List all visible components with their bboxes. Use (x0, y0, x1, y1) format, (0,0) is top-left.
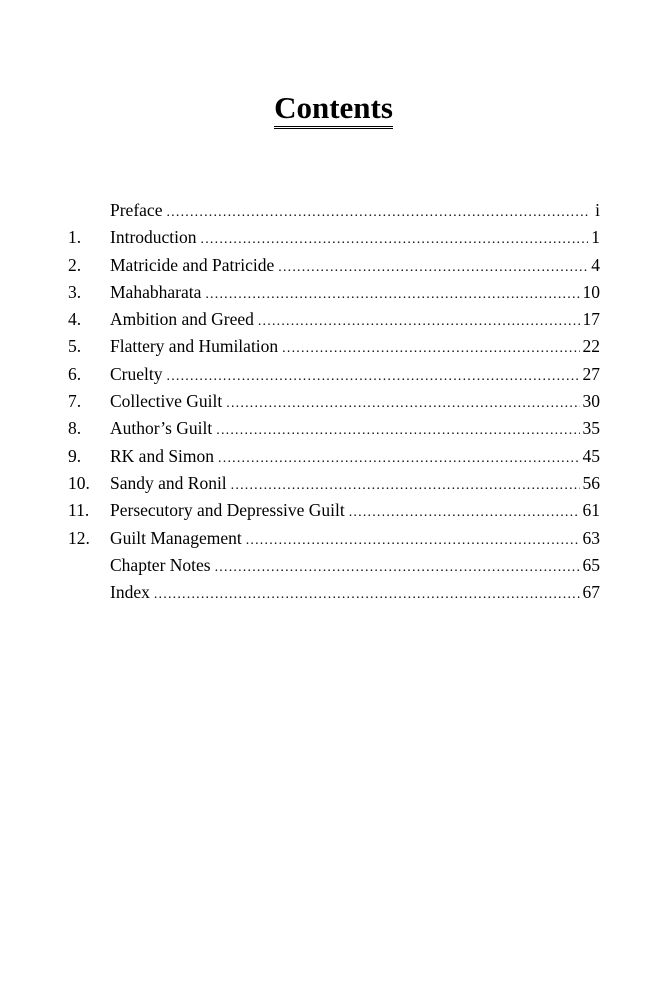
toc-entry[interactable] (68, 197, 600, 224)
toc-entry-number: 5. (68, 336, 82, 357)
toc-entry-number: 12. (68, 527, 90, 548)
dot-leader (216, 417, 579, 444)
toc-entry-page: 61 (582, 500, 600, 521)
table-of-contents (68, 197, 600, 606)
dot-leader (349, 499, 580, 526)
toc-entry-title: Matricide and Patricide (110, 252, 278, 279)
page-title (0, 88, 667, 129)
toc-entry-title: Collective Guilt (110, 388, 226, 415)
toc-entry-title: Mahabharata (110, 279, 205, 306)
toc-entry-number: 1. (68, 227, 82, 248)
dot-leader (226, 390, 579, 417)
toc-entry[interactable] (68, 552, 600, 579)
toc-entry[interactable] (68, 525, 600, 552)
toc-entry[interactable] (68, 497, 600, 524)
toc-entry-page: 10 (582, 281, 600, 302)
toc-entry[interactable] (68, 579, 600, 606)
toc-entry-title: Preface (110, 197, 166, 224)
toc-entry-page: 56 (582, 472, 600, 493)
toc-entry-number: 6. (68, 363, 82, 384)
toc-entry-page: 17 (582, 309, 600, 330)
toc-entry-title: Guilt Management (110, 525, 246, 552)
dot-leader (246, 527, 580, 554)
toc-entry[interactable] (68, 361, 600, 388)
dot-leader (205, 281, 579, 308)
toc-entry-page: 45 (582, 445, 600, 466)
toc-entry-title: Flattery and Humilation (110, 333, 282, 360)
dot-leader (258, 308, 580, 335)
dot-leader (154, 581, 580, 608)
toc-entry-number: 9. (68, 445, 82, 466)
dot-leader (231, 472, 580, 499)
toc-entry-page: 30 (582, 391, 600, 412)
toc-entry[interactable] (68, 279, 600, 306)
toc-entry[interactable] (68, 388, 600, 415)
toc-entry-title: Author’s Guilt (110, 415, 216, 442)
dot-leader (201, 226, 589, 253)
toc-entry-page: 35 (582, 418, 600, 439)
toc-entry-number: 10. (68, 472, 90, 493)
page-title-text: Contents (274, 91, 393, 129)
toc-entry-title: Chapter Notes (110, 552, 215, 579)
toc-entry-title: Index (110, 579, 154, 606)
toc-entry-title: Cruelty (110, 361, 167, 388)
toc-entry-page: 63 (582, 527, 600, 548)
toc-entry[interactable] (68, 443, 600, 470)
toc-entry[interactable] (68, 224, 600, 251)
toc-entry-page: 1 (591, 227, 600, 248)
toc-entry-page: 67 (582, 582, 600, 603)
dot-leader (167, 363, 580, 390)
dot-leader (166, 199, 589, 226)
toc-entry[interactable] (68, 470, 600, 497)
dot-leader (282, 335, 579, 362)
toc-entry-number: 11. (68, 500, 90, 521)
toc-entry-page: 65 (582, 554, 600, 575)
toc-entry-title: Sandy and Ronil (110, 470, 231, 497)
toc-entry[interactable] (68, 252, 600, 279)
toc-entry-number: 7. (68, 391, 82, 412)
dot-leader (215, 554, 580, 581)
toc-entry-page: i (595, 200, 600, 220)
toc-entry-number: 3. (68, 281, 82, 302)
dot-leader (218, 445, 579, 472)
toc-entry-page: 27 (582, 363, 600, 384)
toc-entry-number: 4. (68, 309, 82, 330)
toc-entry[interactable] (68, 306, 600, 333)
toc-entry[interactable] (68, 415, 600, 442)
toc-entry-title: RK and Simon (110, 443, 218, 470)
toc-entry[interactable] (68, 333, 600, 360)
toc-entry-title: Introduction (110, 224, 201, 251)
toc-entry-page: 4 (591, 254, 600, 275)
toc-entry-number: 2. (68, 254, 82, 275)
toc-entry-title: Persecutory and Depressive Guilt (110, 497, 349, 524)
toc-entry-title: Ambition and Greed (110, 306, 258, 333)
toc-entry-number: 8. (68, 418, 82, 439)
dot-leader (278, 254, 588, 281)
toc-entry-page: 22 (582, 336, 600, 357)
